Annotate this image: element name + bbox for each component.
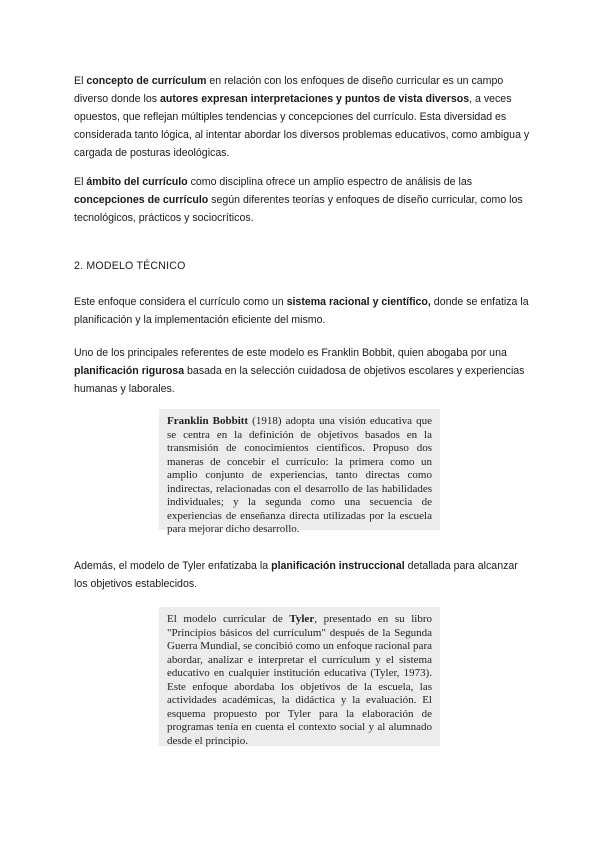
section-heading: 2. MODELO TÉCNICO	[74, 260, 186, 272]
bold-run: concepciones de currículo	[74, 194, 209, 206]
text-run: , presentado en su libro "Principios básicos del currículum" después de la Segunda Guerra Mundial, se concibió como un enfoque racional para abordar, analizar e interpretar el currículum y el sistema educativo en cualquier institución educativa (Tyler, 1973). Este enfoque abordaba los objetivos de la escuela, las actividades académicas, la didáctica y la evaluación. El esquema propuesto por Tyler para la elaboración de programas tenía en cuenta el contexto social y al alumnado desde el principio.	[167, 613, 432, 747]
paragraph-bobbit-reference	[74, 344, 534, 398]
bold-run: concepto de currículum	[86, 75, 207, 87]
bold-run: ámbito del currículo	[86, 176, 188, 188]
text-run: detallada para alcanzar los objetivos establecidos.	[74, 560, 518, 590]
text-run: Uno de los principales referentes de este modelo es Franklin Bobbit, quien abogaba por una	[74, 347, 507, 359]
text-run: El	[74, 176, 87, 188]
bold-run: planificación instruccional	[271, 560, 405, 572]
text-run: según diferentes teorías y enfoques de diseño curricular, como los tecnológicos, prácticos y sociocríticos.	[74, 194, 523, 224]
text-run: El	[74, 75, 87, 87]
text-run: en relación con los enfoques de diseño curricular es un campo diverso donde los	[74, 75, 504, 105]
bold-run: planificación rigurosa	[74, 365, 185, 377]
paragraph-curriculum-concept	[74, 72, 534, 162]
quote-box-tyler	[159, 607, 440, 746]
text-run: El modelo curricular de	[167, 613, 290, 625]
paragraph-technical-model	[74, 293, 534, 329]
bold-run: sistema racional y científico,	[286, 296, 431, 308]
quote-box-bobbitt	[159, 409, 440, 535]
bold-run: autores expresan interpretaciones y puntos de vista diversos	[159, 93, 470, 105]
text-run: donde se enfatiza la planificación y la implementación eficiente del mismo.	[74, 296, 529, 326]
paragraph-curriculum-scope	[74, 173, 534, 227]
text-run: , a veces opuestos, que reflejan múltiples tendencias y concepciones del currículo. Esta diversidad es considerada tanto lógica, al intentar abordar los diversos problemas educativos, como ambigua y cargada de posturas ideológicas.	[74, 93, 530, 159]
text-run: Además, el modelo de Tyler enfatizaba la	[74, 560, 272, 572]
bold-run: Franklin Bobbitt	[167, 415, 249, 427]
text-run: como disciplina ofrece un amplio espectro de análisis de las	[187, 176, 473, 188]
text-run: basada en la selección cuidadosa de objetivos escolares y experiencias humanas y laborales.	[74, 365, 525, 395]
text-run: (1918) adopta una visión educativa que se centra en la definición de objetivos basados en la transmisión de conocimientos científicos. Propuso dos maneras de concebir el currículo: la primera como un amplio conjunto de experiencias, tanto directas como indirectas, relacionadas con el desarrollo de las habilidades individuales; y la segunda como una secuencia de experiencias de enseñanza directa utilizadas por la escuela para mejorar dicho desarrollo.	[167, 415, 432, 535]
text-run: Este enfoque considera el currículo como un	[74, 296, 287, 308]
paragraph-tyler-model	[74, 557, 534, 593]
bold-run: Tyler	[289, 613, 315, 625]
